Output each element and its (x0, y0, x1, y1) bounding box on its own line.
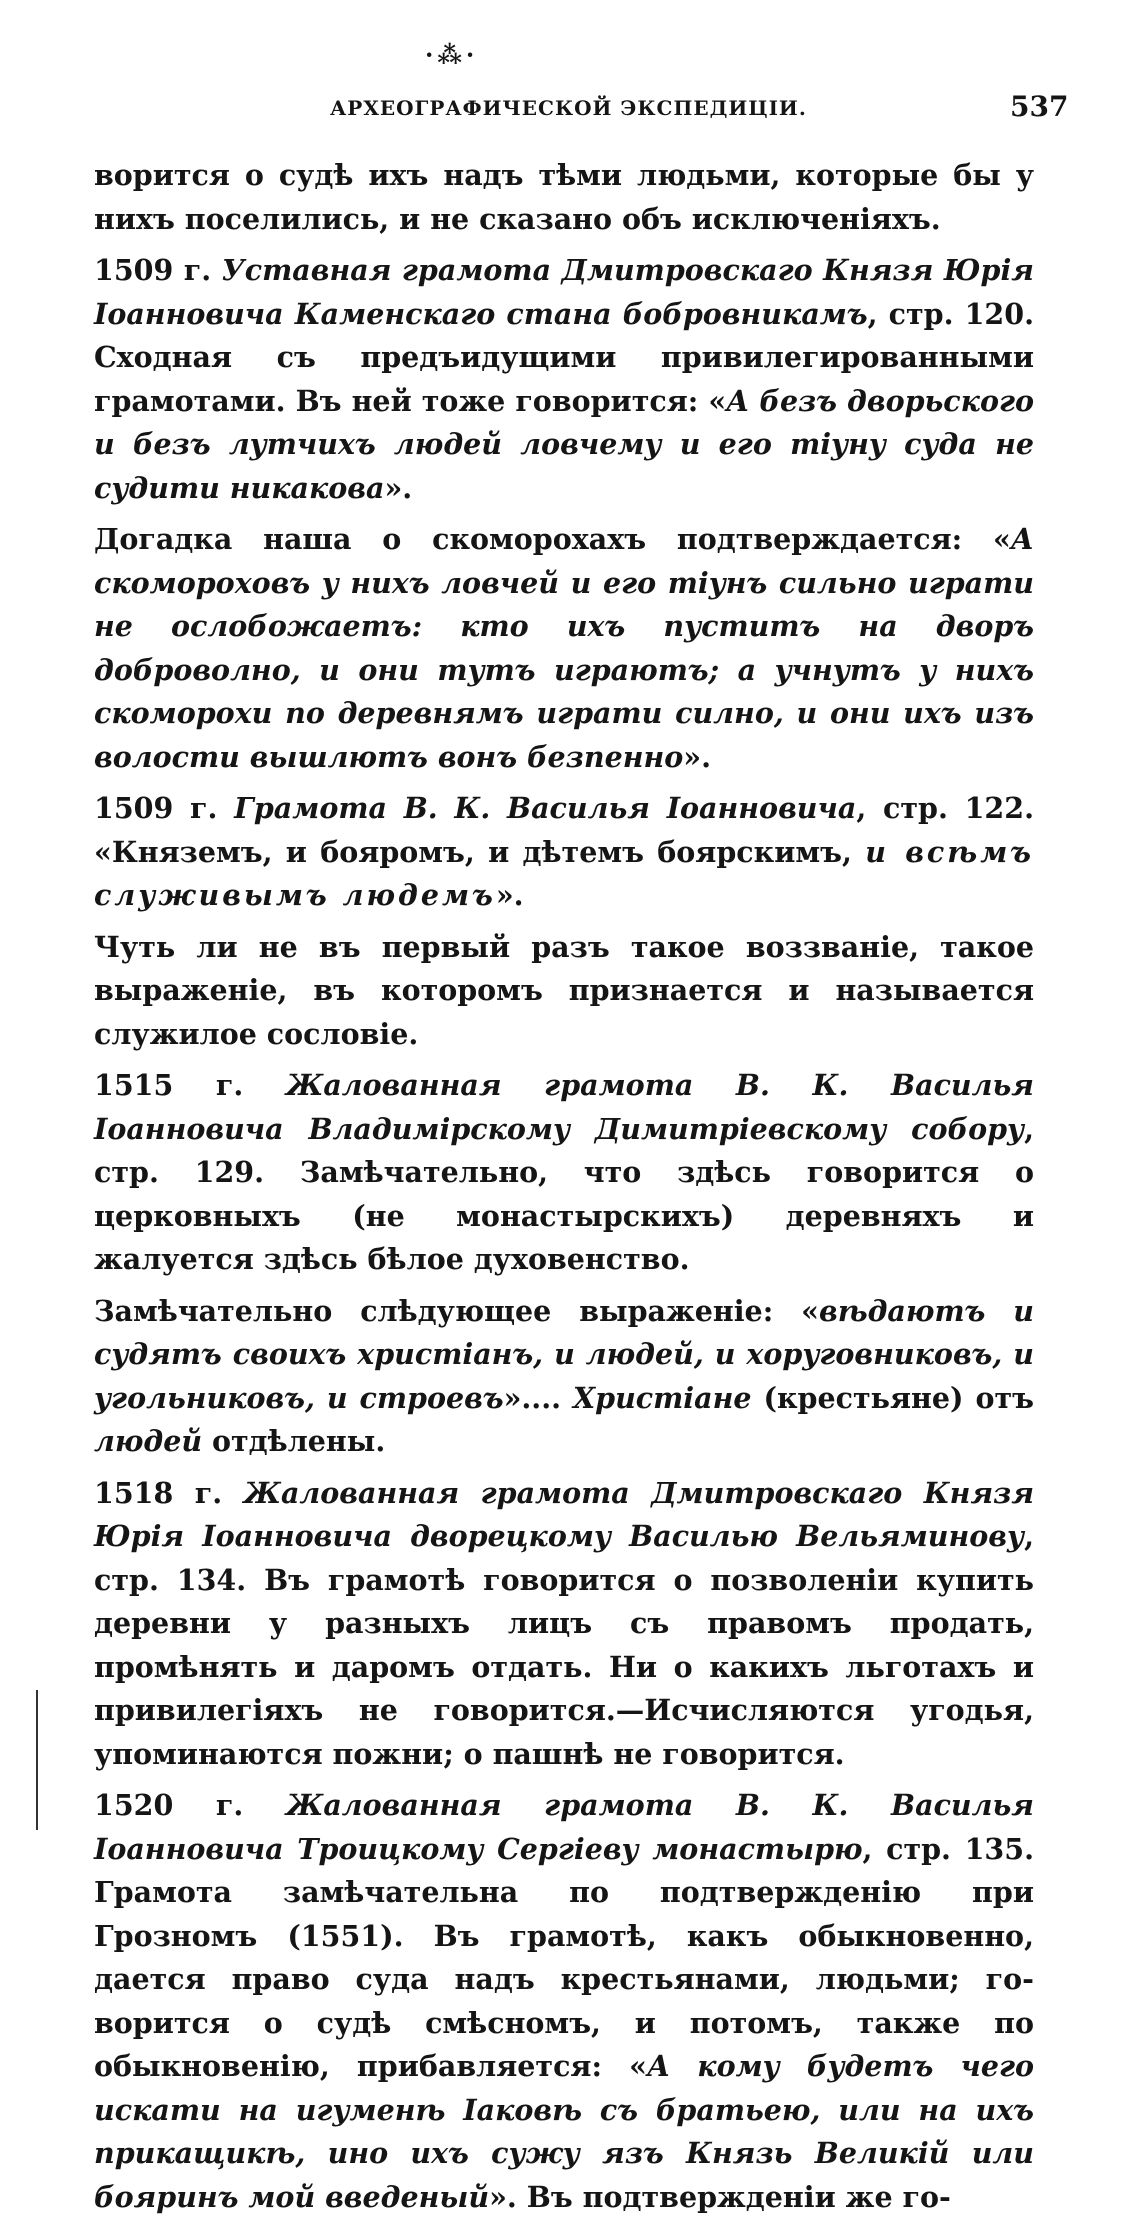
body-text (94, 154, 1034, 2227)
text-segment: 1509 г. (94, 791, 235, 825)
page-number: 537 (1010, 90, 1069, 123)
text-segment: 1520 г. (94, 1788, 286, 1822)
text-segment: 1515 г. (94, 1068, 286, 1102)
italic-segment: Христіане (573, 1380, 752, 1415)
italic-segment: людей (94, 1424, 203, 1458)
paragraph (94, 787, 1034, 918)
text-segment: Догадка наша о скоморохахъ подтверждается: « (94, 522, 1011, 556)
text-segment: (крестьяне) отъ (751, 1380, 1034, 1415)
italic-segment: Уставная грамота Дмитровскаго Князя Юрія Іоанновича Каменскаго стана бобровникамъ (94, 253, 1034, 331)
italic-segment: Жалованная грамота Дмитровскаго Князя Юрія Іоанновича дворецкому Василью Вельяминову (94, 1475, 1035, 1553)
running-head: АРХЕОГРАФИЧЕСКОЙ ЭКСПЕДИЦІИ. (330, 96, 807, 120)
paragraph (94, 1784, 1034, 2219)
ornament: ·⁂· (425, 40, 479, 69)
paragraph (94, 1472, 1034, 1777)
text-segment: ». (384, 470, 413, 505)
italic-segment: Жалованная грамота В. К. Василья Іоанновича Владимірскому Димитріевскому собору (94, 1068, 1034, 1146)
paragraph (94, 926, 1034, 1057)
text-segment: ». Въ подтвержденіи же го- (489, 2179, 951, 2214)
italic-segment: вѣдаютъ и судятъ своихъ христіанъ, и людей, и хоруговниковъ, и угольниковъ, и строевъ (94, 1293, 1034, 1415)
italic-segment: А безъ дворьского и безъ лутчихъ людей ловчему и его тіуну суда не судити никакова (94, 383, 1034, 505)
text-segment: 1509 г. (94, 253, 222, 287)
text-segment: ». (683, 739, 712, 774)
paragraph (94, 1064, 1034, 1282)
text-segment: , стр. 122. «Княземъ, и бояромъ, и дѣтемъ боярскимъ, (94, 791, 1035, 869)
italic-segment: А скомороховъ у нихъ ловчей и его тіунъ сильно играти не ослобожаетъ: кто ихъ пуститъ на дворъ доброволно, и они тутъ играютъ; а учнутъ у нихъ скоморохи по деревнямъ играти силно, и они ихъ изъ волости вышлютъ вонъ безпенно (94, 522, 1034, 774)
text-segment: ворится о судѣ ихъ надъ тѣми людьми, которые бы у нихъ поселились, и не сказано объ исключеніяхъ. (94, 158, 1034, 236)
text-segment: Чуть ли не въ первый разъ такое воззваніе, такое выраженіе, въ которомъ признается и называется служилое сословіе. (94, 929, 1034, 1051)
text-segment: Замѣчательно слѣдующее выраженіе: « (94, 1293, 819, 1328)
margin-rule (36, 1690, 38, 1830)
italic-segment: и всѣмъ служивымъ людемъ (94, 834, 1035, 912)
text-segment: , стр. 135. Грамота замѣчательна по подтвержденію при Грозномъ (1551). Въ грамотѣ, какъ обыкновенно, дается право суда надъ крестьянами, людьми; говорится о судѣ смѣсномъ, и потомъ, также по обыкновенію, прибавляется: « (94, 1831, 1034, 2083)
paragraph (94, 518, 1034, 779)
italic-segment: Грамота В. К. Василья Іоанновича (234, 791, 857, 825)
italic-segment: А кому будетъ чего искати на игуменѣ Іаковѣ съ братьею, или на ихъ прикащикѣ, ино ихъ сужу язъ Князь Великій или бояринъ мой введеный (94, 2049, 1034, 2214)
text-segment: , стр. 120. Сходная съ предъидущими привилегированными грамотами. Въ ней тоже говорится: « (94, 296, 1035, 418)
text-segment: , стр. 129. Замѣчательно, что здѣсь говорится о церковныхъ (не монастырскихъ) деревняхъ и жалуется здѣсь бѣлое духовенство. (94, 1111, 1034, 1276)
text-segment: 1518 г. (94, 1475, 244, 1510)
text-segment: ».... (503, 1380, 574, 1415)
text-segment: , стр. 134. Въ грамотѣ говорится о позволеніи купить деревни у разныхъ лицъ съ правомъ продать, промѣнять и даромъ отдать. Ни о какихъ льготахъ и привилегіяхъ не говорится.—Исчисляются угодья, упоминаются пожни; о пашнѣ не говорится. (94, 1519, 1034, 1771)
paragraph (94, 1290, 1034, 1464)
paragraph (94, 154, 1034, 241)
text-segment: ». (495, 878, 524, 912)
paragraph (94, 249, 1034, 510)
italic-segment: Жалованная грамота В. К. Василья Іоанновича Троицкому Сергіеву монастырю (94, 1788, 1034, 1866)
text-segment: отдѣлены. (202, 1424, 386, 1458)
